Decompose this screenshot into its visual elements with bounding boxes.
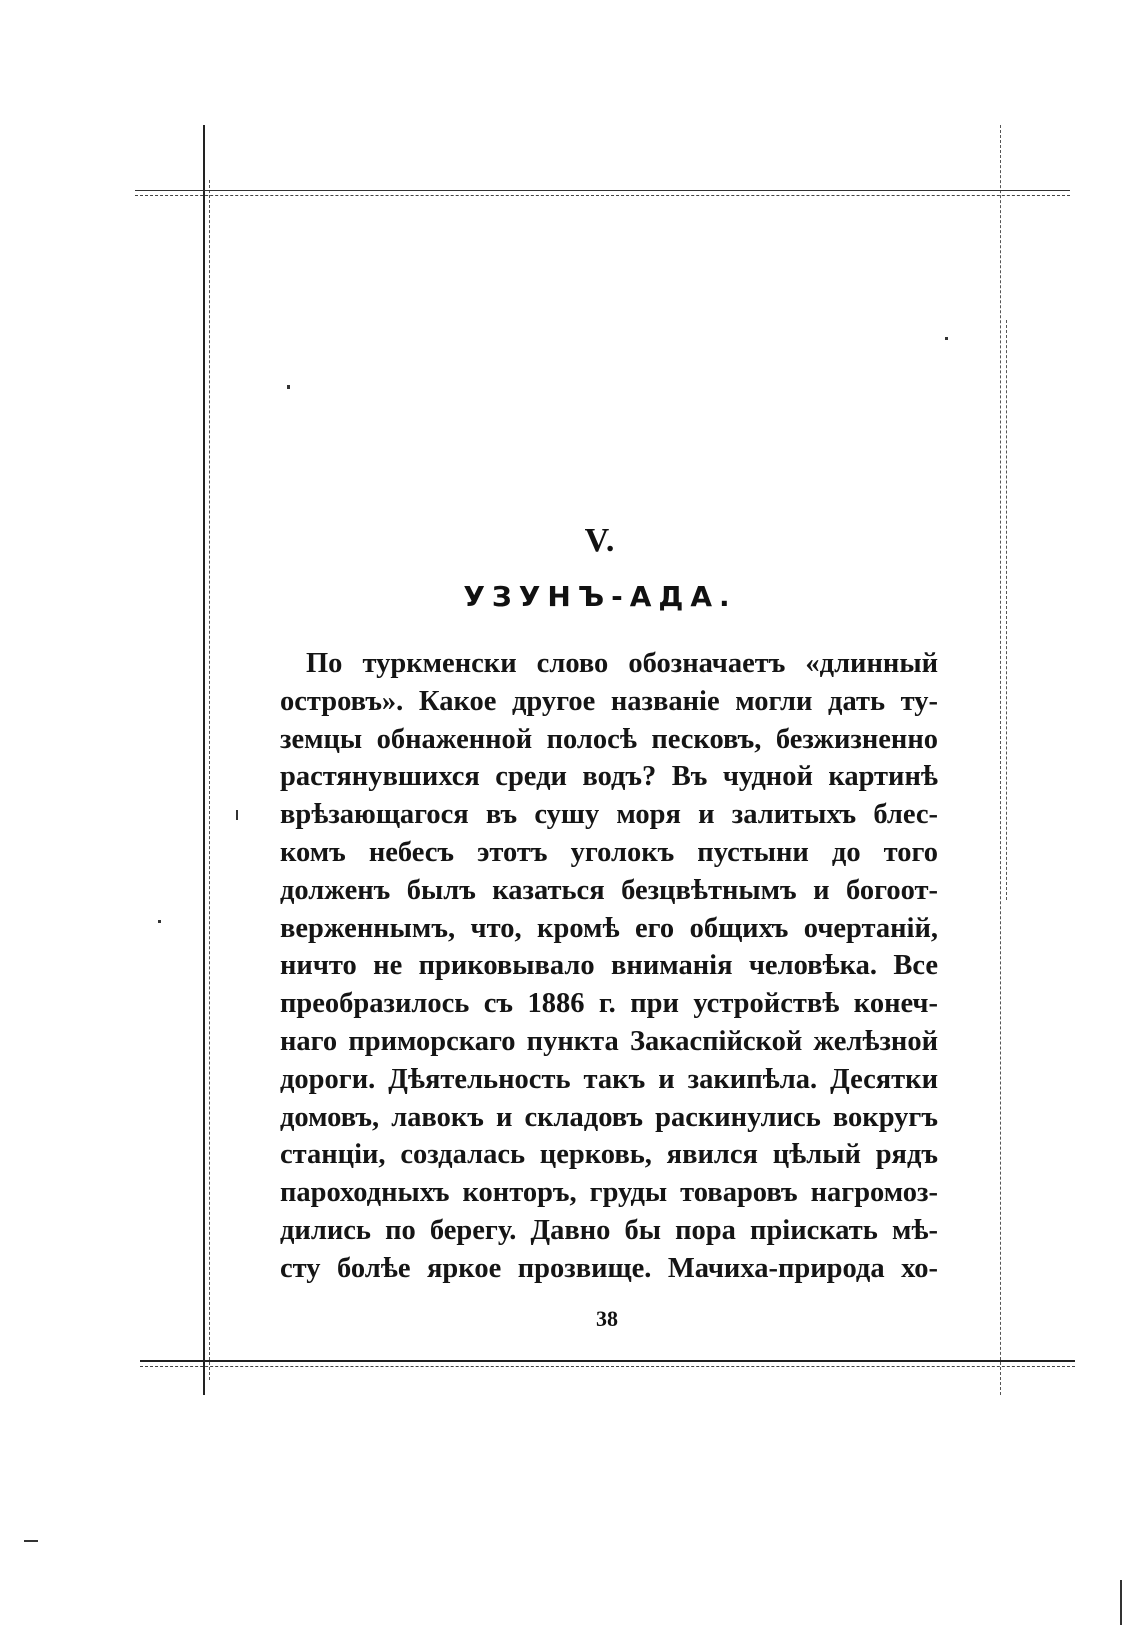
text-line: дились по берегу. Давно бы пора пріискать мѣ- (280, 1214, 938, 1246)
scan-speck (24, 1540, 38, 1542)
frame-bottom-line (140, 1360, 1075, 1362)
frame-left-line (203, 125, 205, 1395)
text-line: комъ небесъ этотъ уголокъ пустыни до того (280, 836, 938, 868)
text-line: станціи, создалась церковь, явился цѣлый рядъ (280, 1139, 938, 1171)
text-line: земцы обнаженной полосѣ песковъ, безжизненно (280, 723, 938, 755)
text-line: ничто не приковывало вниманія человѣка. Все (280, 950, 938, 982)
frame-left-inner-line (209, 180, 210, 1380)
frame-bottom-dashed-line (140, 1366, 1075, 1367)
chapter-title: УЗУНЪ-АДА. (463, 580, 737, 613)
text-line: пароходныхъ конторъ, груды товаровъ нагромоз- (280, 1177, 938, 1209)
frame-right-line (1000, 125, 1001, 1395)
text-line: сту болѣе яркое прозвище. Мачиха-природа хо- (280, 1252, 938, 1284)
scan-speck (287, 385, 290, 389)
text-line: верженнымъ, что, кромѣ его общихъ очертаній, (280, 912, 938, 944)
scan-speck (236, 810, 238, 820)
frame-top-dashed-line (135, 195, 1070, 196)
text-line: домовъ, лавокъ и складовъ раскинулись вокругъ (280, 1101, 938, 1133)
text-line: наго приморскаго пункта Закаспійской желѣзной (280, 1025, 938, 1057)
body-text (280, 645, 938, 1288)
text-line: врѣзающагося въ сушу моря и залитыхъ блес- (280, 799, 938, 831)
text-line: преобразилось съ 1886 г. при устройствѣ конеч- (280, 988, 938, 1020)
scan-speck (1120, 1580, 1122, 1625)
scan-speck (945, 337, 948, 340)
text-line: дороги. Дѣятельность такъ и закипѣла. Десятки (280, 1063, 938, 1095)
text-line: долженъ былъ казаться безцвѣтнымъ и богоот- (280, 874, 938, 906)
frame-top-line (135, 190, 1070, 191)
chapter-number: V. (584, 522, 616, 559)
text-line: растянувшихся среди водъ? Въ чудной картинѣ (280, 761, 938, 793)
text-line: островъ». Какое другое названіе могли дать ту- (280, 685, 938, 717)
scan-speck (158, 920, 161, 923)
page-number: 38 (596, 1306, 618, 1331)
text-line: По туркменски слово обозначаетъ «длинный (306, 648, 938, 679)
